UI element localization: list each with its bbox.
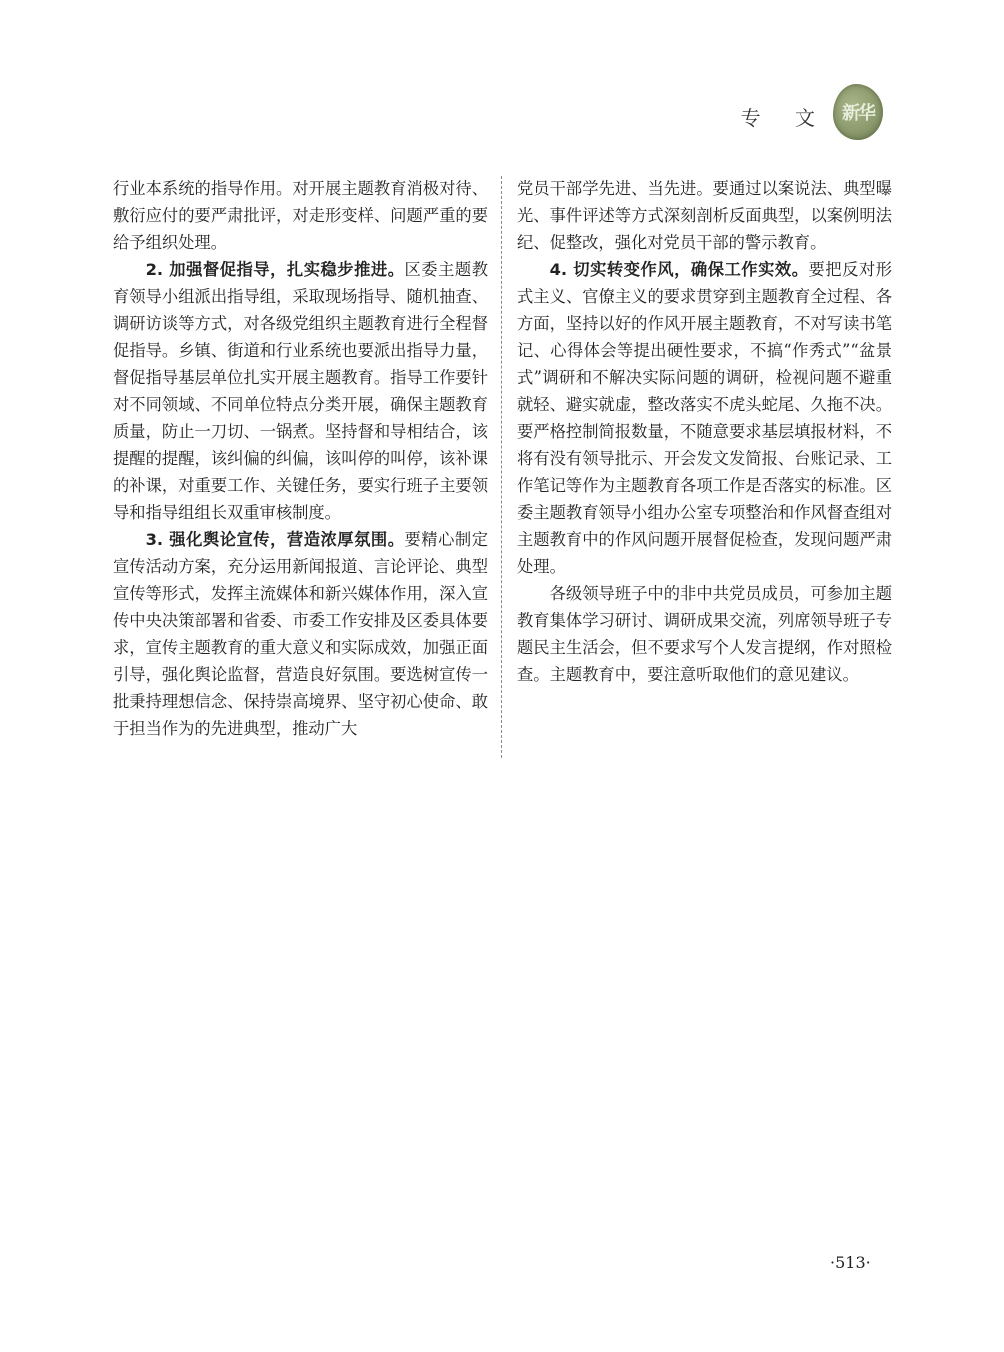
heading-3: 3. 强化舆论宣传，营造浓厚氛围。 [145, 530, 405, 549]
body-3: 要精心制定宣传活动方案，充分运用新闻报道、言论评论、典型宣传等形式，发挥主流媒体和新兴媒体作用，深入宣传中央决策部署和省委、市委工作安排及区委具体要求，宣传主题教育的重大意义和实际成效，加强正面引导，强化舆论监督，营造良好氛围。要选树宣传一批秉持理想信念、保持崇高境界、坚守初心使命、敢于担当作为的先进典型，推动广大 [113, 530, 488, 738]
seal-text: 新华 [842, 103, 874, 124]
seal-stamp-icon [833, 84, 883, 140]
column-divider [501, 176, 502, 758]
heading-4: 4. 切实转变作风，确保工作实效。 [549, 260, 809, 279]
body-4: 要把反对形式主义、官僚主义的要求贯穿到主题教育全过程、各方面，坚持以好的作风开展主题教育，不对写读书笔记、心得体会等提出硬性要求，不搞“作秀式”“盆景式”调研和不解决实际问题的调研，检视问题不避重就轻、避实就虚，整改落实不虎头蛇尾、久拖不决。要严格控制简报数量，不随意要求基层填报材料，不将有没有领导批示、开会发文发简报、台账记录、工作笔记等作为主题教育各项工作是否落实的标准。区委主题教育领导小组办公室专项整治和作风督查组对主题教育中的作风问题开展督促检查，发现问题严肃处理。 [517, 260, 892, 576]
right-column [517, 175, 892, 688]
left-column [113, 175, 488, 742]
page-number: ·513· [830, 1253, 871, 1272]
right-paragraph-1: 党员干部学先进、当先进。要通过以案说法、典型曝光、事件评述等方式深刻剖析反面典型，以案例明法纪、促整改，强化对党员干部的警示教育。 [517, 179, 892, 252]
heading-2: 2. 加强督促指导，扎实稳步推进。 [145, 260, 405, 279]
right-paragraph-2 [517, 256, 892, 580]
left-paragraph-2 [113, 256, 488, 526]
body-2: 区委主题教育领导小组派出指导组，采取现场指导、随机抽查、调研访谈等方式，对各级党组织主题教育进行全程督促指导。乡镇、街道和行业系统也要派出指导力量，督促指导基层单位扎实开展主题教育。指导工作要针对不同领域、不同单位特点分类开展，确保主题教育质量，防止一刀切、一锅煮。坚持督和导相结合，该提醒的提醒，该纠偏的纠偏，该叫停的叫停，该补课的补课，对重要工作、关键任务，要实行班子主要领导和指导组组长双重审核制度。 [113, 260, 488, 522]
left-paragraph-3 [113, 526, 488, 742]
section-header: 专 文 [740, 106, 829, 130]
right-paragraph-3: 各级领导班子中的非中共党员成员，可参加主题教育集体学习研讨、调研成果交流，列席领导班子专题民主生活会，但不要求写个人发言提纲，作对照检查。主题教育中，要注意听取他们的意见建议。 [517, 584, 892, 684]
left-paragraph-1: 行业本系统的指导作用。对开展主题教育消极对待、敷衍应付的要严肃批评，对走形变样、问题严重的要给予组织处理。 [113, 179, 488, 252]
